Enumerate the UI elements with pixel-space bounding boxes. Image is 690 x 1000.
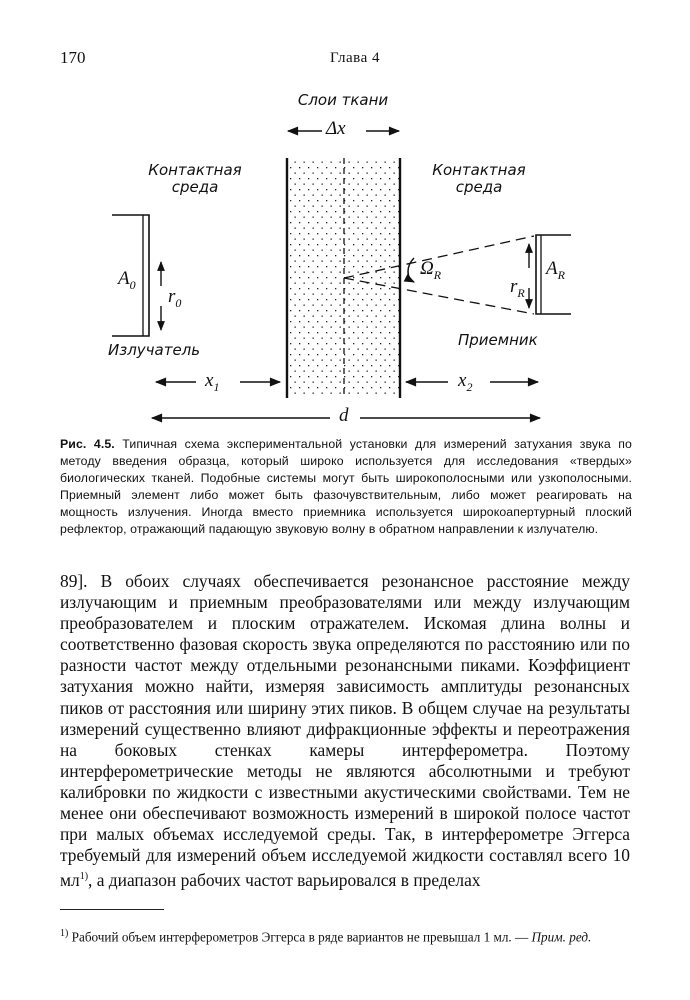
label-receiver: Приемник	[458, 331, 538, 349]
label-AR: $A_R$	[546, 258, 565, 282]
footnote-marker: 1)	[60, 928, 69, 939]
label-omega: $\Omega_R$	[420, 258, 442, 282]
label-d: d	[339, 405, 349, 426]
figure-4-5	[0, 88, 690, 434]
label-tissue-layers: Слои ткани	[297, 91, 389, 109]
label-x2: $x_2$	[458, 370, 473, 394]
tissue-sample	[287, 160, 399, 396]
body-paragraph	[60, 571, 630, 891]
label-x1: $x_1$	[205, 370, 220, 394]
label-emitter: Излучатель	[108, 341, 201, 359]
label-r0: $r_0$	[168, 286, 182, 310]
label-rR: $r_R$	[510, 276, 525, 300]
caption-prefix: Рис. 4.5.	[60, 437, 115, 451]
footnote-editor-note: Прим. ред.	[531, 929, 592, 945]
solid-angle-arrow	[408, 258, 414, 282]
label-A0: $A_0$	[118, 268, 136, 292]
body-text-end: , а диапазон рабочих частот варьировался в пределах	[88, 870, 481, 891]
page-header	[0, 46, 690, 74]
figure-caption	[60, 436, 632, 538]
label-delta-x: Δx	[326, 118, 346, 139]
label-contact-medium-left: Контактная среда	[148, 161, 242, 196]
caption-text: Типичная схема экспериментальной установки для измерений затухания звука по методу введения образца, который широко используется для исследования «твердых» биологических тканей. Подобные системы могут быть широкополосными или узкополосными. Приемный элемент либо может быть фазочувствительным, либо может реагировать на мощность излучения. Иногда вместо приемника используется широкоапертурный плоский рефлектор, отражающий падающую звуковую волну в обратном направлении к излучателю.	[60, 437, 632, 536]
chapter-title: Глава 4	[330, 50, 380, 66]
footnote-text: Рабочий объем интерферометров Эггерса в ряде вариантов не превышал 1 мл. —	[71, 929, 529, 945]
footnote-reference: 1)	[79, 871, 89, 883]
page-number: 170	[60, 48, 86, 67]
footnote-divider	[60, 909, 164, 910]
label-contact-medium-right: Контактная среда	[432, 161, 526, 196]
body-text-main: 89]. В обоих случаях обеспечивается резонансное расстояние между излучающим и приемным преобразователями или между излучающим преобразователем и плоским отражателем. Искомая длина волны и соответственно фазовая скорость звука определяются по расстоянию или по разности частот между отдельными резонансными пиками. Коэффициент затухания можно найти, измеряя зависимость амплитуды резонансных пиков от расстояния или ширину этих пиков. В общем случае на результаты измерений существенно влияют дифракционные эффекты и переотражения на боковых стенках камеры интерферометра. Поэтому интерферометрические методы не являются абсолютными и требуют калибровки по жидкости с известными акустическими свойствами. Тем не менее они обеспечивают возможность измерений в широкой полосе частот при малых объемах исследуемой среды. Так, в интерферометре Эггерса требуемый для измерений объем исследуемой жидкости составлял всего 10 мл	[60, 571, 630, 891]
footnote	[60, 924, 630, 946]
